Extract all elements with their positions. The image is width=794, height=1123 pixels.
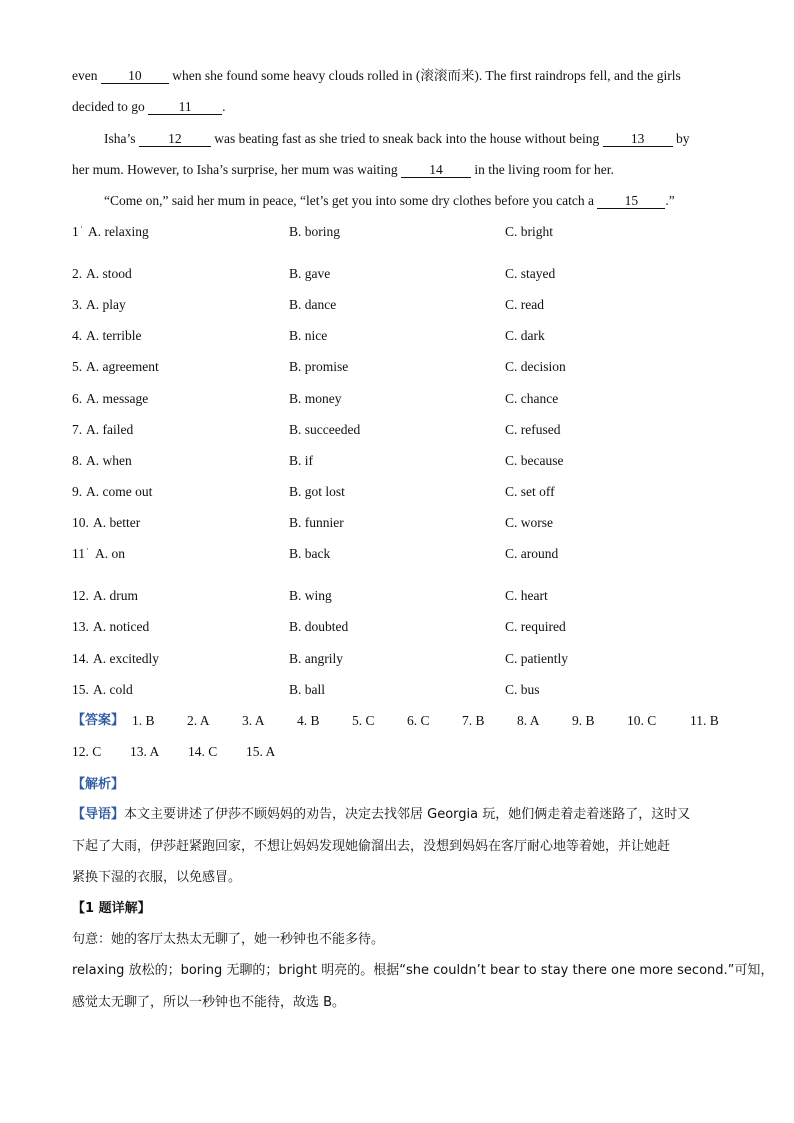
answer-item: 4. B [297,713,320,728]
passage-text: in the living room for her. [474,162,614,177]
option-b: B. money [289,391,342,406]
option-a: A. drum [93,588,138,603]
bullet-dot: · [80,222,83,232]
option-b: B. promise [289,359,349,374]
passage-text: “Come on,” said her mum in peace, “let’s get you into some dry clothes before you catch a [104,193,594,208]
option-a: A. excitedly [93,651,159,666]
option-row-14 [72,650,722,668]
option-num: 7. [72,422,83,437]
option-row-11 [72,545,722,563]
option-a: A. terrible [86,328,142,343]
option-a: A. agreement [86,359,159,374]
passage-line-2 [72,98,722,116]
option-row-3 [72,296,722,314]
answer-item: 3. A [242,713,265,728]
sentence-text: 句意：她的客厅太热太无聊了，她一秒钟也不能多待。 [72,932,385,947]
option-row-8 [72,452,722,470]
passage-text: even [72,68,98,83]
option-num: 3. [72,297,83,312]
option-c: C. dark [505,328,545,343]
option-row-12 [72,587,722,605]
explain-line-2 [72,994,722,1012]
option-num: 1 [72,224,79,239]
guide-text: 紧换下湿的衣服，以免感冒。 [72,870,242,885]
answer-item: 10. C [627,713,657,728]
option-b: B. gave [289,266,331,281]
passage-text: when she found some heavy clouds rolled in (滚滚而来). The first raindrops fell, and the girls [172,68,681,83]
option-b: B. ball [289,682,325,697]
option-c: C. because [505,453,564,468]
blank-11: 11 [148,99,222,115]
option-num: 11 [72,546,85,561]
passage-text: her mum. However, to Isha’s surprise, her mum was waiting [72,162,398,177]
option-row-7 [72,421,722,439]
explain-text: 感觉太无聊了，所以一秒钟也不能待，故选 B。 [72,995,346,1010]
explain-text: relaxing 放松的；boring 无聊的；bright 明亮的。根据“she couldn’t bear to stay there one more second.”可知， [72,963,774,978]
option-c: C. bus [505,682,540,697]
option-c: C. bright [505,224,554,239]
guide-line-1 [72,806,722,824]
option-c: C. read [505,297,544,312]
guide-label: 【导语】 [72,807,125,822]
answer-item: 1. B [132,713,155,728]
option-c: C. required [505,619,566,634]
option-row-15 [72,681,722,699]
option-b: B. wing [289,588,332,603]
answer-item: 15. A [246,744,276,759]
passage-line-3 [104,130,722,148]
detail-heading [72,900,722,918]
passage-text: by [676,131,690,146]
option-c: C. decision [505,359,566,374]
option-a: A. failed [86,422,134,437]
answer-item: 8. A [517,713,540,728]
guide-line-3 [72,869,722,887]
option-row-4 [72,327,722,345]
blank-10: 10 [101,68,169,84]
option-row-10 [72,514,722,532]
analysis-label: 【解析】 [72,777,125,792]
option-c: C. refused [505,422,561,437]
option-num: 12. [72,588,89,603]
option-a: A. on [95,546,125,561]
option-row-13 [72,618,722,636]
option-c: C. stayed [505,266,556,281]
option-row-6 [72,390,722,408]
guide-line-2 [72,838,722,856]
option-num: 14. [72,651,89,666]
blank-12: 12 [139,131,211,147]
option-num: 10. [72,515,89,530]
option-b: B. angrily [289,651,343,666]
answer-label: 【答案】 [72,713,125,728]
option-b: B. back [289,546,331,561]
option-b: B. funnier [289,515,344,530]
answer-item: 13. A [130,744,160,759]
option-row-5 [72,358,722,376]
option-b: B. if [289,453,314,468]
option-b: B. succeeded [289,422,361,437]
explain-line-1 [72,962,774,980]
answer-item: 14. C [188,744,218,759]
option-num: 5. [72,359,83,374]
option-row-1 [72,223,722,241]
option-a: A. noticed [93,619,150,634]
option-a: A. message [86,391,149,406]
answer-item: 2. A [187,713,210,728]
detail-heading-text: 【1 题详解】 [72,901,151,916]
passage-text: . [222,99,226,114]
option-row-9 [72,483,722,501]
sentence-meaning [72,931,722,949]
option-a: A. stood [86,266,132,281]
passage-text: .” [665,193,675,208]
answer-item: 5. C [352,713,375,728]
option-b: B. got lost [289,484,345,499]
answer-row-2 [72,743,732,761]
option-num: 9. [72,484,83,499]
guide-text: 下起了大雨，伊莎赶紧跑回家，不想让妈妈发现她偷溜出去，没想到妈妈在客厅耐心地等着她，并让她赶 [72,839,671,854]
passage-line-5 [104,192,722,210]
option-a: A. play [86,297,126,312]
option-num: 8. [72,453,83,468]
answer-item: 7. B [462,713,485,728]
bullet-dot: · [86,544,89,554]
blank-13: 13 [603,131,673,147]
answer-row-1 [72,712,732,730]
option-num: 15. [72,682,89,697]
guide-text: 本文主要讲述了伊莎不顾妈妈的劝告，决定去找邻居 Georgia 玩，她们俩走着走着迷路了，这时又 [124,807,691,822]
option-row-2 [72,265,722,283]
passage-text: was beating fast as she tried to sneak back into the house without being [214,131,600,146]
option-a: A. relaxing [88,224,149,239]
passage-line-4 [72,161,722,179]
option-num: 6. [72,391,83,406]
option-b: B. nice [289,328,328,343]
answer-item: 12. C [72,744,102,759]
option-b: B. dance [289,297,337,312]
blank-15: 15 [597,193,665,209]
answer-item: 9. B [572,713,595,728]
passage-text: Isha’s [104,131,136,146]
answer-item: 6. C [407,713,430,728]
option-a: A. when [86,453,132,468]
passage-text: decided to go [72,99,145,114]
answer-item: 11. B [690,713,719,728]
option-num: 4. [72,328,83,343]
blank-14: 14 [401,162,471,178]
passage-line-1 [72,67,722,85]
option-b: B. boring [289,224,341,239]
option-c: C. set off [505,484,555,499]
option-c: C. around [505,546,559,561]
option-a: A. better [93,515,141,530]
option-a: A. cold [93,682,133,697]
option-a: A. come out [86,484,153,499]
option-c: C. chance [505,391,559,406]
analysis-heading [72,775,722,794]
option-c: C. heart [505,588,548,603]
option-c: C. patiently [505,651,568,666]
option-num: 13. [72,619,89,634]
option-b: B. doubted [289,619,349,634]
option-c: C. worse [505,515,553,530]
option-num: 2. [72,266,83,281]
